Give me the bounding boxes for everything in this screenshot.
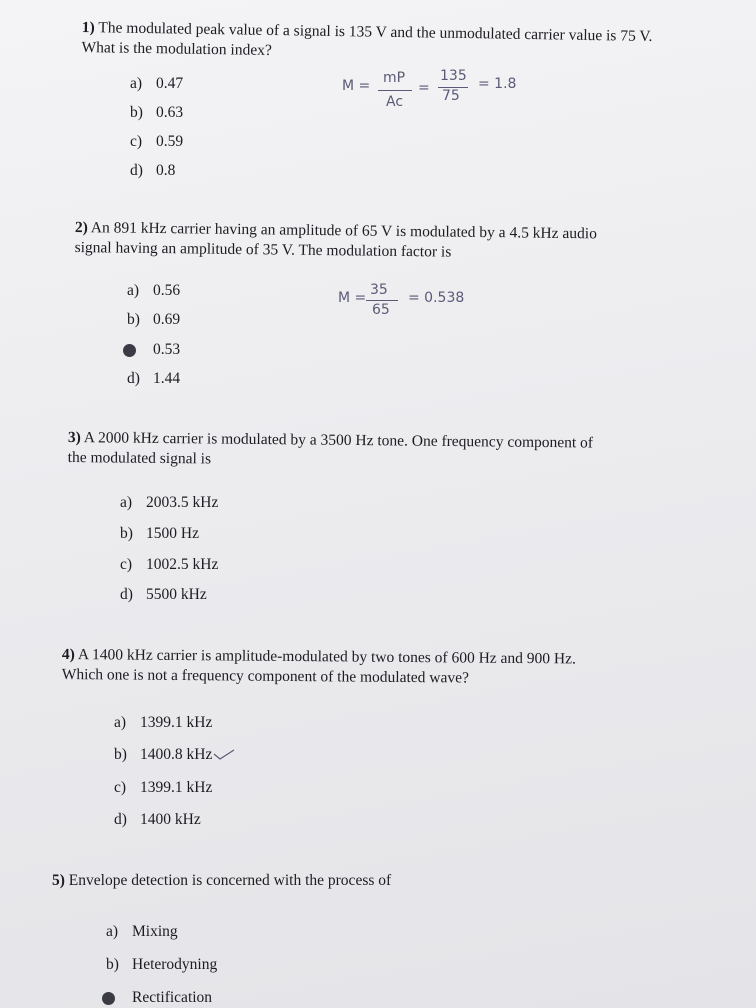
question-5-text: Envelope detection is concerned with the process of xyxy=(68,872,392,889)
q2-handwritten-result: = 0.538 xyxy=(408,290,465,306)
q1-handwritten-den2: 75 xyxy=(442,88,460,104)
q1-handwritten-lhs: M = xyxy=(342,78,371,94)
q3-option-d: d) 5500 kHz xyxy=(120,586,207,603)
q4-option-a: a) 1399.1 kHz xyxy=(114,714,213,731)
question-2 xyxy=(75,218,597,264)
question-1-number: 1) xyxy=(81,18,95,37)
q4-option-c: c) 1399.1 kHz xyxy=(114,779,213,796)
q5-option-c: Rectification xyxy=(106,989,212,1007)
question-3-text-cont: the modulated signal is xyxy=(67,448,212,468)
question-2-text: An 891 kHz carrier having an amplitude of 65 V is modulated by a 4.5 kHz audio xyxy=(90,219,597,243)
q1-handwritten-num: mP xyxy=(383,70,406,86)
question-4-number: 4) xyxy=(61,645,75,664)
q2-option-c-circled-mark xyxy=(127,341,153,359)
q2-handwritten-lhs: M = xyxy=(338,290,367,306)
q1-handwritten-result: = 1.8 xyxy=(478,76,517,92)
question-3 xyxy=(68,428,594,473)
q5-option-a: a) Mixing xyxy=(106,923,178,940)
question-5 xyxy=(52,871,391,891)
q2-option-c: 0.53 xyxy=(127,341,180,359)
q2-option-d: d) 1.44 xyxy=(127,370,181,387)
question-2-number: 2) xyxy=(74,218,88,237)
q1-handwritten-den: Ac xyxy=(386,94,404,110)
question-1 xyxy=(81,18,652,67)
question-4 xyxy=(62,645,576,689)
q2-handwritten-den: 65 xyxy=(372,302,390,318)
q4-option-d: d) 1400 kHz xyxy=(114,811,201,828)
q1-handwritten-eq: = xyxy=(418,80,430,96)
question-3-number: 3) xyxy=(67,428,81,447)
question-5-number: 5) xyxy=(52,872,65,889)
q2-handwritten-num: 35 xyxy=(370,282,388,298)
q4-option-b: b) 1400.8 kHz xyxy=(114,746,235,764)
question-2-text-cont: signal having an amplitude of 35 V. The modulation factor is xyxy=(74,238,452,261)
question-1-text-cont: What is the modulation index? xyxy=(81,38,272,59)
q1-option-d: d) 0.8 xyxy=(130,162,176,179)
q5-option-b: b) Heterodyning xyxy=(106,956,218,973)
q1-option-c: c) 0.59 xyxy=(130,133,184,150)
q2-option-b: b) 0.69 xyxy=(127,311,181,328)
q1-option-a: a) 0.47 xyxy=(130,75,184,92)
q3-option-b: b) 1500 Hz xyxy=(120,525,199,542)
q3-option-a: a) 2003.5 kHz xyxy=(120,494,219,511)
question-4-text: A 1400 kHz carrier is amplitude-modulated by two tones of 600 Hz and 900 Hz. xyxy=(77,646,576,668)
q1-handwritten-num2: 135 xyxy=(440,68,467,84)
q4-tick-mark xyxy=(213,748,235,762)
q1-fraction-bar xyxy=(378,90,412,91)
question-5-line1 xyxy=(52,871,391,891)
q1-option-b: b) 0.63 xyxy=(130,104,184,121)
q5-option-c-circled-mark xyxy=(106,989,132,1007)
q2-fraction-bar xyxy=(366,300,398,301)
q2-option-a: a) 0.56 xyxy=(127,282,181,299)
question-1-text: The modulated peak value of a signal is 135 V and the unmodulated carrier value is 75 V. xyxy=(98,19,653,45)
question-4-text-cont: Which one is not a frequency component of the modulated wave? xyxy=(61,665,469,687)
q3-option-c: c) 1002.5 kHz xyxy=(120,556,219,573)
question-3-text: A 2000 kHz carrier is modulated by a 3500 Hz tone. One frequency component of xyxy=(83,429,594,452)
